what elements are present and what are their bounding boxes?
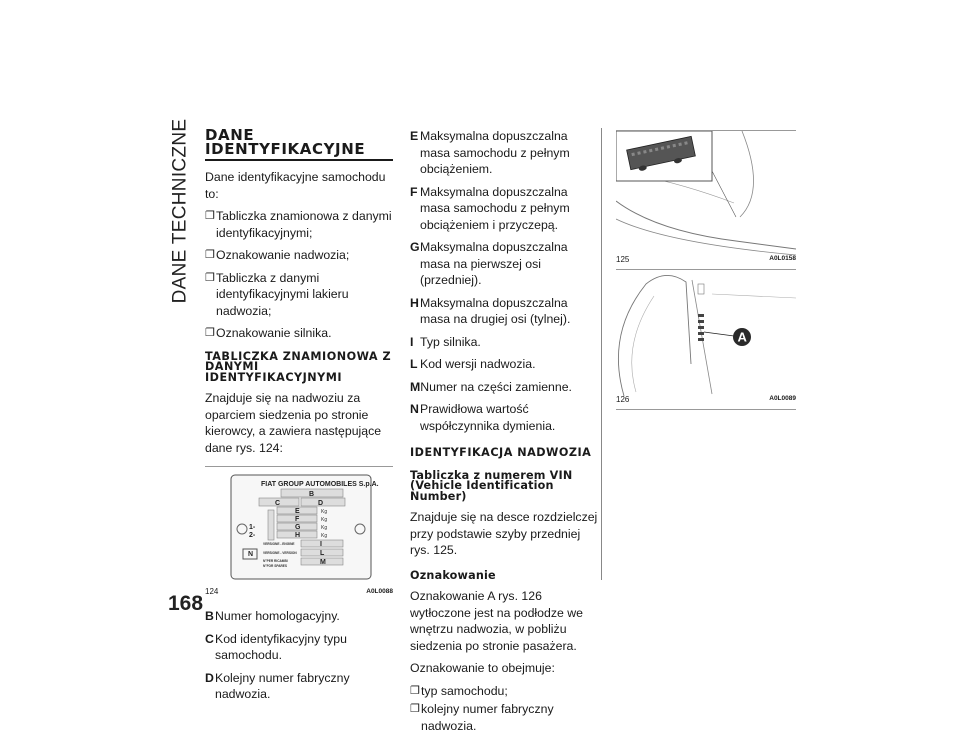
plate-letter: E [295, 508, 300, 515]
plate-title: FIAT GROUP AUTOMOBILES S.p.A. [261, 481, 379, 488]
plate-small-label: N°FOR SPARES [263, 564, 288, 568]
checkbox-bullet-icon: ❐ [205, 249, 215, 261]
section-heading: DANE IDENTYFIKACYJNE [205, 128, 393, 161]
column-divider [601, 128, 602, 580]
list-item: ❐ typ samochodu; [410, 683, 508, 698]
unit-label: Kg [321, 509, 328, 515]
figure-number: 124 [205, 586, 219, 596]
plate-letter: G [295, 524, 301, 531]
unit-label: Kg [321, 517, 328, 523]
plate-small-label: VERSIONE - ENGINE [263, 542, 295, 546]
body-text: Znajduje się na nadwoziu za oparciem siedzenia po stronie kierowcy, a zawiera następujące dane rys. 124: [205, 391, 382, 455]
plate-letter: I [320, 541, 322, 548]
callout-a-label: A [737, 329, 747, 345]
figure-126 [616, 274, 796, 410]
subsection-heading: TABLICZKA ZNAMIONOWA Z DANYMI IDENTYFIKACYJNYMI [205, 349, 392, 384]
vin-plate-illustration [616, 131, 796, 256]
row-label: 1- [249, 524, 256, 531]
body-text: Oznakowanie A rys. 126 wytłoczone jest na podłodze we wnętrzu nadwozia, w pobliżu siedzenia po stronie pasażera. [410, 589, 583, 653]
checkbox-bullet-icon: ❐ [410, 703, 420, 715]
legend-item: F Maksymalna dopuszczalna masa samochodu z pełnym obciążeniem i przyczepą. [410, 184, 570, 232]
body-marking-illustration [616, 274, 796, 396]
figure-code: A0L0089 [769, 395, 796, 402]
legend-item: I Typ silnika. [410, 334, 481, 349]
chapter-title: DANE TECHNICZNE [169, 118, 191, 303]
checkbox-bullet-icon: ❐ [205, 327, 215, 339]
legend-item: B Numer homologacyjny. [205, 609, 340, 623]
figure-number: 125 [616, 255, 630, 264]
plate-letter: D [318, 500, 324, 507]
row-label: 2- [249, 532, 256, 539]
figure-caption-bar [616, 255, 796, 267]
figure-code: A0L0088 [366, 587, 393, 595]
figure-124 [205, 466, 393, 600]
list-item: ❐ Tabliczka z danymi identyfikacyjnymi lakieru nadwozia; [205, 270, 349, 318]
body-text: Znajduje się na desce rozdzielczej przy podstawie szyby przedniej rys. 125. [410, 510, 598, 557]
checkbox-bullet-icon: ❐ [410, 684, 420, 697]
identification-plate-illustration [205, 467, 393, 587]
intro-text: Dane identyfikacyjne samochodu to: [205, 170, 386, 201]
legend-item: H Maksymalna dopuszczalna masa na drugiej osi (tylnej). [410, 295, 571, 326]
column-1 [205, 128, 393, 709]
list-item: ❐ Tabliczka znamionowa z danymi identyfikacyjnymi; [205, 209, 392, 240]
plate-letter: C [275, 500, 281, 507]
column-2 [410, 128, 598, 736]
figure-125 [616, 130, 796, 270]
plate-letter: B [309, 491, 315, 498]
list-item: ❐ Oznakowanie nadwozia; [205, 248, 350, 262]
plate-letter: F [295, 516, 300, 523]
figure-caption-bar [205, 586, 393, 600]
checkbox-bullet-icon: ❐ [205, 271, 215, 284]
legend-item: N Prawidłowa wartość współczynnika dymienia. [410, 402, 556, 433]
plate-small-label: VERSIONE - VERSION [263, 551, 297, 555]
plate-letter: N [248, 551, 254, 558]
figure-caption-bar [616, 395, 796, 407]
unit-label: Kg [321, 525, 328, 531]
plate-letter: M [320, 559, 326, 566]
legend-item: C Kod identyfikacyjny typu samochodu. [205, 631, 347, 662]
page-number: 168 [168, 592, 204, 615]
legend-item: E Maksymalna dopuszczalna masa samochodu z pełnym obciążeniem. [410, 129, 570, 176]
legend-item: G Maksymalna dopuszczalna masa na pierwszej osi (przedniej). [410, 240, 568, 287]
list-item: ❐ Oznakowanie silnika. [205, 326, 332, 340]
plate-letter: L [320, 550, 325, 557]
body-text: Oznakowanie to obejmuje: [410, 661, 555, 675]
legend-item: D Kolejny numer fabryczny nadwozia. [205, 670, 350, 701]
plate-small-label: N°PER RICAMBI [263, 559, 288, 563]
list-item: ❐ kolejny numer fabryczny nadwozia. [410, 702, 554, 733]
subsection-heading: IDENTYFIKACJA NADWOZIA [410, 446, 592, 459]
legend-item: M Numer na części zamienne. [410, 379, 572, 394]
plate-letter: H [295, 532, 301, 539]
vin-heading: Tabliczka z numerem VIN (Vehicle Identification Number) [410, 468, 573, 503]
checkbox-bullet-icon: ❐ [205, 210, 215, 222]
figure-number: 126 [616, 395, 630, 404]
figure-code: A0L0158 [769, 255, 796, 262]
marking-heading: Oznakowanie [410, 568, 496, 582]
unit-label: Kg [321, 533, 328, 539]
legend-item: L Kod wersji nadwozia. [410, 357, 536, 371]
